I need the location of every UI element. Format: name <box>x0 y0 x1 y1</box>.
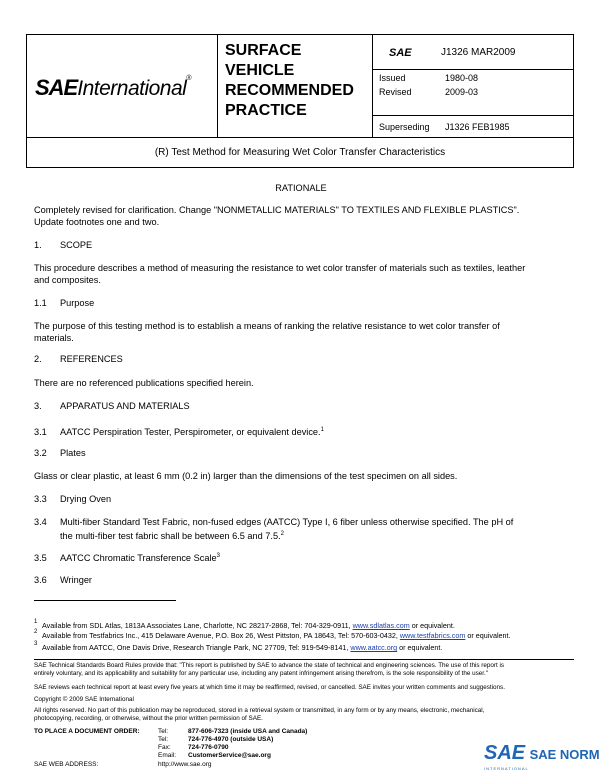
section-number: 3.1 <box>34 427 47 438</box>
logo-sae: SAE <box>35 75 78 100</box>
footnote-link[interactable]: www.testfabrics.com <box>399 631 466 640</box>
document-type-title <box>225 41 354 121</box>
paragraph-line: and composites. <box>34 275 101 285</box>
section-heading <box>34 574 568 586</box>
header-rule <box>372 115 574 116</box>
brand-word: SAE NORM <box>529 747 600 762</box>
document-number-box <box>373 35 574 69</box>
footnote-number: 2 <box>34 629 38 635</box>
copyright: Copyright © 2009 SAE International <box>34 696 134 703</box>
tel2-value: 724-776-4970 (outside USA) <box>188 736 274 743</box>
issued-value: 1980-08 <box>445 73 479 83</box>
section-title: REFERENCES <box>60 354 123 364</box>
superseding-row <box>379 122 510 132</box>
scope-text <box>34 262 568 286</box>
legal-paragraph-1 <box>34 662 574 678</box>
title-line: VEHICLE <box>225 62 295 79</box>
legal-line: entirely voluntary, and its applicability and suitability for any particular use, including any patent infringement arising therefrom, is the sole responsibility of the user." <box>34 670 488 677</box>
footnote-text <box>42 621 455 630</box>
web-label: SAE WEB ADDRESS: <box>34 761 99 768</box>
fax-value: 724-776-0790 <box>188 744 229 751</box>
footnote-ref: 1 <box>320 427 324 433</box>
brand-mark: SAE <box>484 742 526 764</box>
purpose-text <box>34 320 568 344</box>
email-value[interactable]: CustomerService@sae.org <box>188 752 271 759</box>
section-number: 3. <box>34 401 42 411</box>
section-title: Wringer <box>60 575 92 585</box>
title-line: RECOMMENDED <box>225 82 354 99</box>
revised-value: 2009-03 <box>445 87 479 97</box>
paragraph-line: the multi-fiber test fabric shall be between 6.5 and 7.5. <box>60 531 281 542</box>
web-value[interactable]: http://www.sae.org <box>158 761 212 768</box>
section-heading <box>34 297 568 309</box>
fax-label: Fax: <box>158 744 171 751</box>
footnote-number: 3 <box>34 641 38 647</box>
tel2-label: Tel: <box>158 736 169 743</box>
header-box <box>26 34 574 138</box>
rationale-text <box>34 204 568 228</box>
legal-rule <box>34 659 574 660</box>
footnote-body: Available from AATCC, One Davis Drive, Research Triangle Park, NC 27709, Tel: 919-549-8141, <box>42 643 349 652</box>
header-rule <box>372 69 574 70</box>
title-line: PRACTICE <box>225 102 307 119</box>
footnote-ref: 3 <box>216 553 220 559</box>
section-title: Plates <box>60 448 86 458</box>
title-box <box>26 138 574 168</box>
section-heading <box>34 447 568 459</box>
brand-tagline: INTERNATIONAL <box>484 766 529 771</box>
paragraph-line: This procedure describes a method of measuring the resistance to wet color transfer of materials such as textiles, leather <box>34 263 526 273</box>
title-line: SURFACE <box>225 42 302 59</box>
item-3-4 <box>34 516 568 542</box>
superseding-value: J1326 FEB1985 <box>445 122 510 132</box>
legal-line: SAE Technical Standards Board Rules provide that: "This report is published by SAE to advance the state of technical and engineering sciences. The use of this report is <box>34 662 504 669</box>
rationale-heading: RATIONALE <box>275 183 327 193</box>
section-number: 3.2 <box>34 448 47 458</box>
section-number: 3.5 <box>34 553 47 564</box>
email-label: Email: <box>158 752 177 759</box>
paragraph-line: The purpose of this testing method is to establish a means of ranking the relative resistance to wet color transfer of <box>34 321 500 331</box>
section-number: 1.1 <box>34 298 47 308</box>
section-number: 3.4 <box>34 517 47 527</box>
section-title: Drying Oven <box>60 494 112 504</box>
tel-value: 877-606-7323 (inside USA and Canada) <box>188 728 308 735</box>
footnote-text <box>42 643 442 652</box>
footnote-tail: or equivalent. <box>399 643 443 652</box>
footnote-link[interactable]: www.aatcc.org <box>350 643 398 652</box>
issued-row <box>379 73 478 83</box>
item-text: AATCC Chromatic Transference Scale <box>60 553 217 564</box>
paragraph-line: Multi-fiber Standard Test Fabric, non-fused edges (AATCC) Type I, 6 fiber unless otherwise specified. The pH of <box>60 517 514 527</box>
section-heading <box>34 400 568 412</box>
legal-paragraph-4 <box>34 707 574 723</box>
section-title: Purpose <box>60 298 95 308</box>
item-3-1 <box>34 424 568 438</box>
issued-label: Issued <box>379 73 406 83</box>
paragraph-line: Update footnotes one and two. <box>34 217 160 227</box>
sae-mark: SAE <box>389 47 412 59</box>
paragraph-line: Completely revised for clarification. Change "NONMETALLIC MATERIALS" TO TEXTILES AND FLEXIBLE PLASTICS". <box>34 205 520 215</box>
footnote-rule <box>34 600 176 601</box>
legal-paragraph-2: SAE reviews each technical report at least every five years at which time it may be reaffirmed, revised, or cancelled. SAE invites your written comments and suggestions. <box>34 684 505 691</box>
tel-label: Tel: <box>158 728 169 735</box>
legal-line: All rights reserved. No part of this publication may be reproduced, stored in a retrieval system or transmitted, in any form or by any means, electronic, mechanical, <box>34 707 485 714</box>
superseding-label: Superseding <box>379 122 430 132</box>
logo-trademark: ® <box>186 75 192 82</box>
section-number: 3.6 <box>34 575 47 585</box>
section-heading <box>34 353 568 365</box>
item-text: AATCC Perspiration Tester, Perspirometer, or equivalent device. <box>60 427 321 438</box>
document-title: (R) Test Method for Measuring Wet Color Transfer Characteristics <box>154 147 446 158</box>
footnote-body: Available from SDL Atlas, 1813A Associates Lane, Charlotte, NC 28217-2868, Tel: 704-329-0911, <box>42 621 351 630</box>
order-heading: TO PLACE A DOCUMENT ORDER: <box>34 728 140 735</box>
references-text: There are no referenced publications specified herein. <box>34 378 254 388</box>
section-number: 3.3 <box>34 494 47 504</box>
header-divider <box>217 35 218 138</box>
section-number: 2. <box>34 354 42 364</box>
plates-text: Glass or clear plastic, at least 6 mm (0.2 in) larger than the dimensions of the test specimen on all sides. <box>34 471 458 481</box>
paragraph-line: materials. <box>34 333 74 343</box>
footnote-text <box>42 631 511 640</box>
footnote-link[interactable]: www.sdlatlas.com <box>352 621 410 630</box>
logo-international: International <box>77 77 187 100</box>
section-title: APPARATUS AND MATERIALS <box>60 401 190 411</box>
footnote-tail: or equivalent. <box>467 631 511 640</box>
revised-label: Revised <box>379 87 412 97</box>
legal-line: photocopying, recording, or otherwise, without the prior written permission of SAE. <box>34 715 263 722</box>
sae-norm-logo <box>484 742 600 771</box>
revised-row <box>379 87 478 97</box>
section-heading <box>34 493 568 505</box>
footnote-number: 1 <box>34 619 38 625</box>
document-number: J1326 MAR2009 <box>441 47 516 58</box>
footnote-tail: or equivalent. <box>411 621 455 630</box>
item-3-5 <box>34 550 568 564</box>
footnote-body: Available from Testfabrics Inc., 415 Delaware Avenue, P.O. Box 26, West Pittston, PA 18643, Tel: 570-603-0432, <box>42 631 398 640</box>
section-title: SCOPE <box>60 240 93 250</box>
section-heading <box>34 239 568 251</box>
sae-international-logo <box>35 75 192 101</box>
section-number: 1. <box>34 240 42 250</box>
footnote-ref: 2 <box>280 531 284 537</box>
